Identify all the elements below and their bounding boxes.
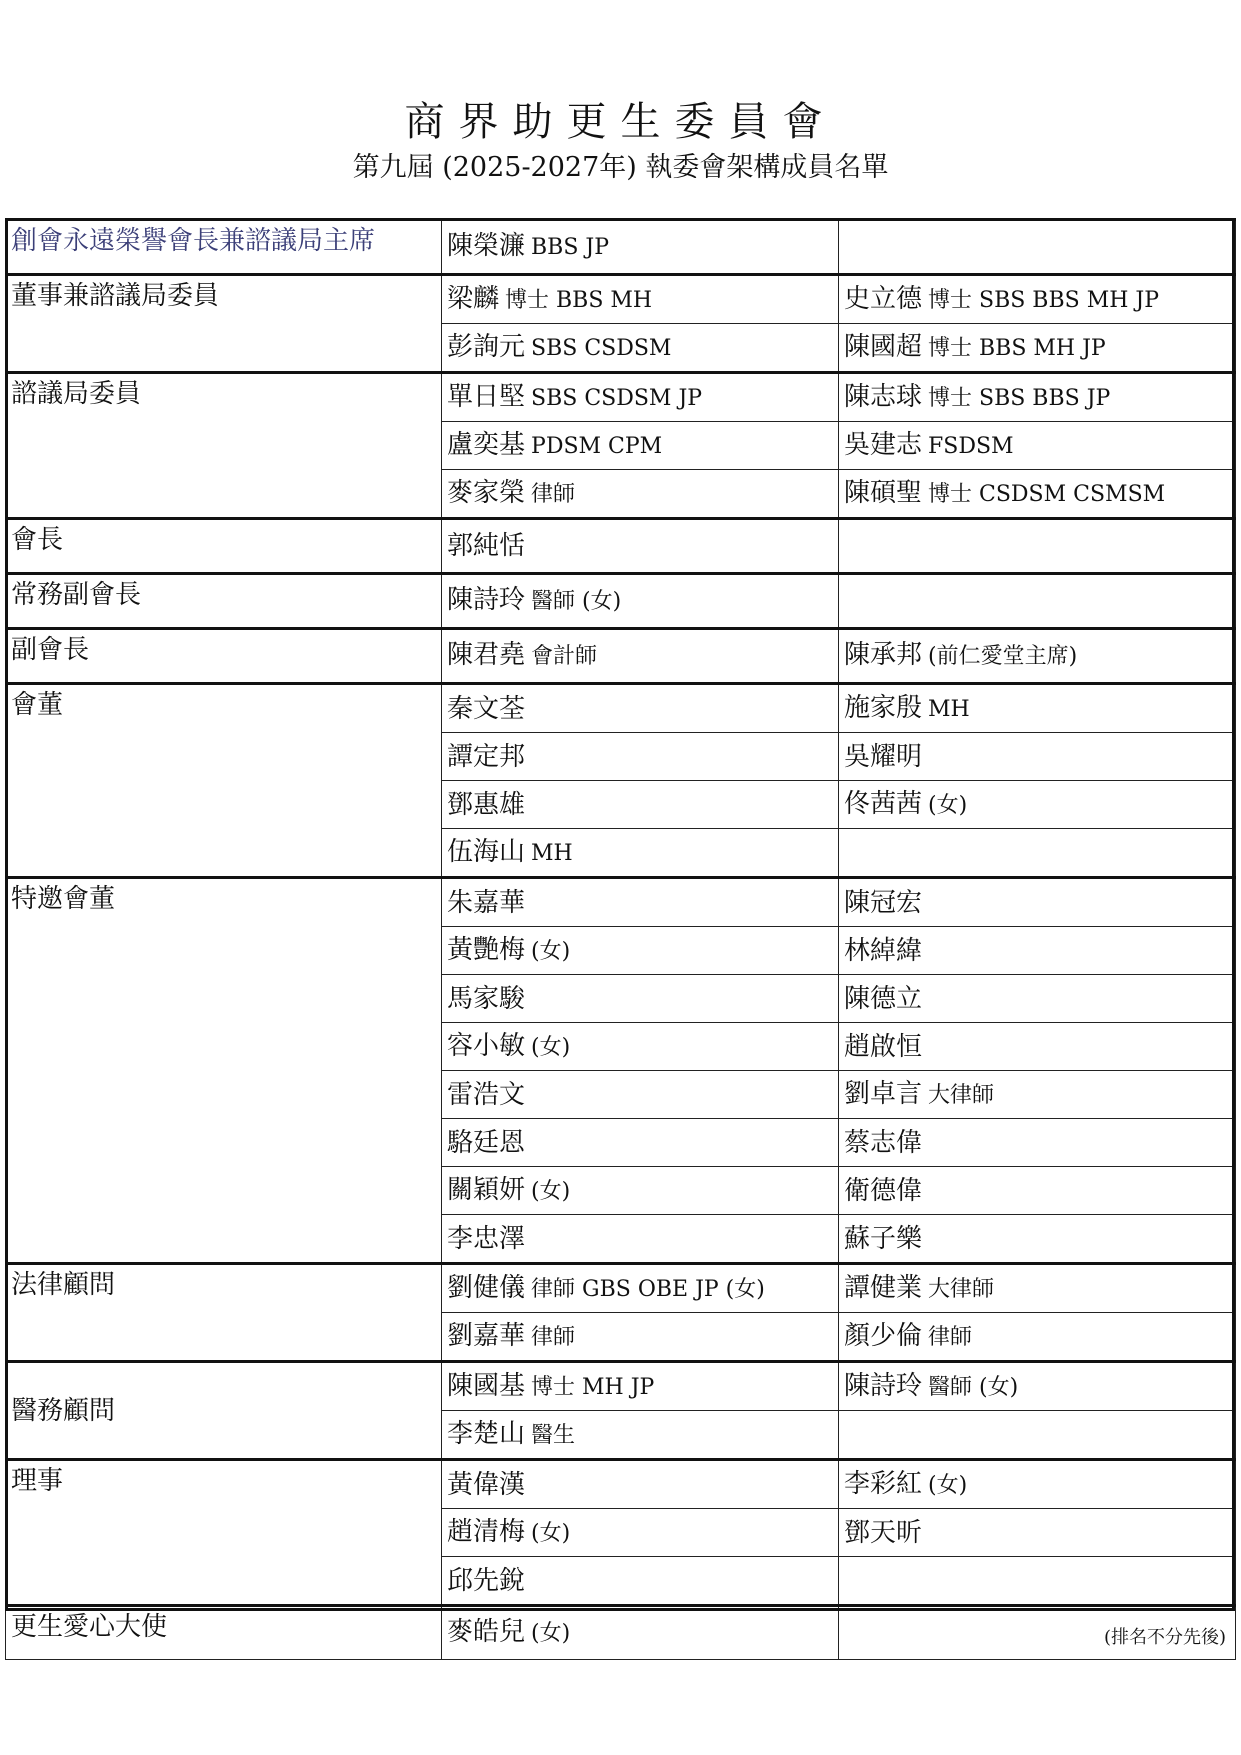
table-row — [6, 878, 1236, 927]
member-title: 博士 SBS BBS MH JP — [928, 287, 1160, 313]
empty-cell — [839, 1411, 1236, 1460]
member-name: 衛德偉 — [844, 1175, 923, 1206]
member-name: 陳德立 — [844, 983, 923, 1014]
member-name: 鄧惠雄 — [447, 789, 526, 820]
member-cell — [442, 1606, 839, 1660]
member-name: 劉嘉華 — [447, 1320, 526, 1351]
member-cell — [839, 878, 1236, 927]
member-cell — [442, 422, 839, 470]
member-cell — [442, 1313, 839, 1362]
member-title: PDSM CPM — [531, 433, 663, 459]
member-name: 梁麟 — [447, 283, 500, 314]
member-title: 律師 — [531, 481, 576, 507]
member-name: 李彩紅 — [844, 1468, 923, 1499]
member-name: 黃偉漢 — [447, 1469, 526, 1500]
member-title: BBS JP — [531, 235, 610, 260]
member-title: SBS CSDSM JP — [531, 385, 703, 411]
member-cell — [442, 324, 839, 373]
page-title: 商界助更生委員會 — [404, 99, 837, 145]
member-name: 伍海山 — [447, 836, 526, 867]
member-title: SBS CSDSM — [531, 335, 672, 361]
member-cell — [442, 829, 839, 878]
member-cell — [839, 1023, 1236, 1071]
member-cell — [839, 1362, 1236, 1411]
member-name: 譚健業 — [844, 1272, 923, 1303]
member-cell — [839, 275, 1236, 324]
empty-cell — [839, 574, 1236, 629]
table-row — [6, 373, 1236, 422]
member-name: 秦文荃 — [447, 693, 526, 724]
member-cell — [839, 1264, 1236, 1313]
member-cell — [442, 1167, 839, 1215]
category-label: 理事 — [6, 1460, 442, 1606]
member-cell — [442, 373, 839, 422]
member-title: 博士 SBS BBS JP — [928, 385, 1111, 411]
member-cell — [442, 1215, 839, 1264]
member-title: 醫師 (女) — [928, 1374, 1019, 1400]
member-name: 麥家榮 — [447, 477, 526, 508]
member-name: 單日堅 — [447, 381, 526, 412]
category-label: 更生愛心大使 — [6, 1606, 442, 1660]
member-title: 博士 CSDSM CSMSM — [928, 481, 1166, 507]
member-name: 陳碩聖 — [844, 477, 923, 508]
table-row — [6, 519, 1236, 574]
member-name: 彭詢元 — [447, 331, 526, 362]
member-cell — [442, 684, 839, 733]
category-label: 醫務顧問 — [6, 1362, 442, 1460]
empty-cell — [839, 829, 1236, 878]
member-cell — [839, 1215, 1236, 1264]
member-cell — [839, 1071, 1236, 1119]
empty-cell — [839, 519, 1236, 574]
table-row — [6, 574, 1236, 629]
member-name: 吳建志 — [844, 429, 923, 460]
member-cell — [839, 422, 1236, 470]
member-name: 顏少倫 — [844, 1320, 923, 1351]
member-name: 邱先銳 — [447, 1565, 526, 1596]
member-name: 陳國基 — [447, 1370, 526, 1401]
member-title: 醫生 — [531, 1422, 576, 1448]
category-label: 特邀會董 — [6, 878, 442, 1264]
member-cell — [839, 373, 1236, 422]
member-title: 博士 MH JP — [531, 1374, 655, 1400]
member-title: (女) — [531, 1178, 571, 1204]
member-cell — [442, 1264, 839, 1313]
member-name: 李忠澤 — [447, 1223, 526, 1254]
member-cell — [839, 1119, 1236, 1167]
member-cell — [839, 781, 1236, 829]
member-name: 陳志球 — [844, 381, 923, 412]
member-cell — [839, 927, 1236, 975]
member-title: 律師 — [531, 1324, 576, 1350]
member-name: 陳承邦 — [844, 640, 923, 670]
member-name: 鄧天昕 — [844, 1517, 923, 1548]
member-title: (女) — [531, 1520, 571, 1546]
member-name: 李楚山 — [447, 1418, 526, 1449]
category-label: 副會長 — [6, 629, 442, 684]
member-title: MH — [928, 696, 970, 722]
member-cell — [442, 878, 839, 927]
member-title: (女) — [928, 792, 968, 818]
member-name: 劉健儀 — [447, 1272, 526, 1303]
member-title: 會計師 — [531, 644, 598, 669]
category-label: 諮議局委員 — [6, 373, 442, 519]
member-cell — [442, 1411, 839, 1460]
table-row — [6, 1606, 1236, 1660]
table-row — [6, 629, 1236, 684]
member-cell — [442, 1362, 839, 1411]
member-name: 容小敏 — [447, 1030, 526, 1061]
member-cell — [442, 629, 839, 684]
member-name: 關穎妍 — [447, 1174, 526, 1205]
member-title: (女) — [531, 938, 571, 964]
member-cell — [839, 470, 1236, 519]
member-name: 陳榮濂 — [447, 231, 526, 261]
footnote: (排名不分先後) — [1103, 1627, 1226, 1648]
category-label: 董事兼諮議局委員 — [6, 275, 442, 373]
member-cell — [839, 684, 1236, 733]
member-cell — [839, 1460, 1236, 1509]
member-name: 麥皓兒 — [447, 1617, 526, 1647]
member-name: 佟茜茜 — [844, 788, 923, 819]
member-name: 史立德 — [844, 283, 923, 314]
member-title: (女) — [928, 1472, 968, 1498]
member-name: 駱廷恩 — [447, 1127, 526, 1158]
member-title: 律師 — [928, 1324, 973, 1350]
member-name: 陳詩玲 — [844, 1370, 923, 1401]
table-row — [6, 684, 1236, 733]
member-title: FSDSM — [928, 433, 1014, 459]
member-cell — [442, 470, 839, 519]
member-title: 律師 GBS OBE JP (女) — [531, 1276, 765, 1302]
member-name: 馬家駿 — [447, 983, 526, 1014]
table-row — [6, 1460, 1236, 1509]
category-label: 會長 — [6, 519, 442, 574]
member-name: 陳冠宏 — [844, 887, 923, 918]
member-name: 趙清梅 — [447, 1516, 526, 1547]
member-cell — [442, 975, 839, 1023]
member-cell — [839, 975, 1236, 1023]
member-cell — [442, 574, 839, 629]
category-label: 會董 — [6, 684, 442, 878]
member-name: 陳君堯 — [447, 640, 526, 670]
member-cell — [839, 733, 1236, 781]
member-cell — [442, 733, 839, 781]
member-title: (女) — [531, 1621, 571, 1646]
member-name: 蘇子樂 — [844, 1223, 923, 1254]
member-title: MH — [531, 840, 573, 866]
member-cell — [839, 324, 1236, 373]
table-row — [6, 1362, 1236, 1411]
member-table — [5, 218, 1236, 1660]
member-cell — [839, 629, 1236, 684]
member-cell — [839, 1167, 1236, 1215]
member-title: 博士 BBS MH — [505, 287, 653, 313]
member-name: 林綽緯 — [844, 935, 923, 966]
member-name: 郭純恬 — [447, 531, 526, 561]
member-cell — [442, 781, 839, 829]
member-name: 黃艷梅 — [447, 934, 526, 965]
member-cell — [839, 1509, 1236, 1557]
table-row — [6, 1264, 1236, 1313]
member-name: 盧奕基 — [447, 429, 526, 460]
member-cell — [442, 927, 839, 975]
member-cell — [839, 1313, 1236, 1362]
member-title: 大律師 — [928, 1082, 995, 1108]
table-row — [6, 220, 1236, 275]
category-label: 常務副會長 — [6, 574, 442, 629]
member-title: 博士 BBS MH JP — [928, 335, 1106, 361]
member-name: 趙啟恒 — [844, 1031, 923, 1062]
member-name: 施家殷 — [844, 692, 923, 723]
member-cell — [442, 519, 839, 574]
member-name: 劉卓言 — [844, 1078, 923, 1109]
member-name: 譚定邦 — [447, 741, 526, 772]
page-subtitle: 第九屆 (2025-2027年) 執委會架構成員名單 — [352, 152, 889, 183]
member-name: 雷浩文 — [447, 1079, 526, 1110]
member-cell — [442, 220, 839, 275]
member-title: 大律師 — [928, 1276, 995, 1302]
member-cell — [442, 1071, 839, 1119]
member-name: 陳詩玲 — [447, 585, 526, 615]
member-name: 陳國超 — [844, 331, 923, 362]
member-cell — [442, 1119, 839, 1167]
member-cell — [442, 1509, 839, 1557]
member-name: 吳耀明 — [844, 741, 923, 772]
empty-cell — [839, 1557, 1236, 1606]
member-cell — [442, 1023, 839, 1071]
member-title: 醫師 (女) — [531, 589, 622, 614]
table-row — [6, 275, 1236, 324]
member-title: (女) — [531, 1034, 571, 1060]
member-cell — [442, 1557, 839, 1606]
member-name: 蔡志偉 — [844, 1127, 923, 1158]
empty-cell — [839, 220, 1236, 275]
member-name: 朱嘉華 — [447, 887, 526, 918]
category-label: 創會永遠榮譽會長兼諮議局主席 — [6, 220, 442, 275]
category-label: 法律顧問 — [6, 1264, 442, 1362]
member-cell — [442, 275, 839, 324]
member-cell — [442, 1460, 839, 1509]
member-title: (前仁愛堂主席) — [928, 644, 1078, 669]
